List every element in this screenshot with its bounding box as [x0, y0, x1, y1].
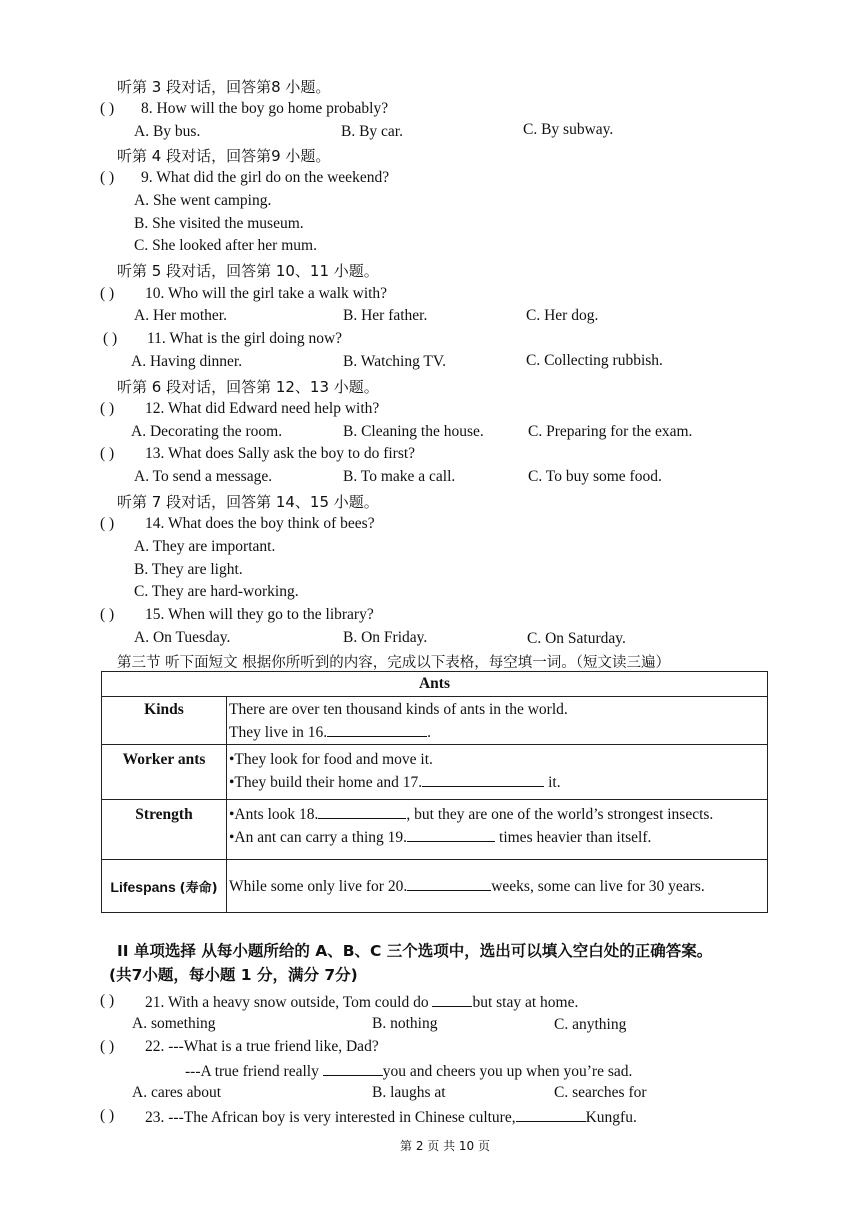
- q23-text-1: 23. ---The African boy is very interested in Chinese culture,: [145, 1109, 516, 1126]
- blank-20[interactable]: [407, 876, 491, 891]
- section-7-instruction: 听第 7 段对话，回答第 14、15 小题。: [117, 493, 379, 511]
- worker-end: it.: [548, 774, 561, 791]
- question-10-option-a: A. Her mother.: [134, 307, 227, 324]
- part-2-title: II 单项选择 从每小题所给的 A、B、C 三个选项中，选出可以填入空白处的正确答案。: [117, 942, 713, 960]
- question-10-option-b: B. Her father.: [343, 307, 428, 324]
- blank-18[interactable]: [318, 804, 406, 819]
- kinds-period: .: [427, 724, 432, 741]
- row-worker-content: [227, 745, 768, 800]
- question-21-option-b: B. nothing: [372, 1015, 438, 1032]
- q22-text-1: ---A true friend really: [185, 1063, 319, 1080]
- strength-text-3: •An ant can carry a thing 19.: [229, 829, 408, 846]
- strength-line-1: [229, 803, 767, 826]
- question-9-stem: 9. What did the girl do on the weekend?: [141, 169, 390, 186]
- answer-blank-12[interactable]: ( ): [100, 400, 115, 417]
- answer-blank-8[interactable]: ( ): [100, 100, 115, 117]
- question-21-stem: [145, 992, 578, 1012]
- question-12-option-c: C. Preparing for the exam.: [528, 423, 693, 440]
- answer-blank-11[interactable]: ( ): [103, 330, 118, 347]
- blank-17[interactable]: [422, 772, 544, 787]
- answer-blank-21[interactable]: ( ): [100, 992, 115, 1009]
- section-6-instruction: 听第 6 段对话，回答第 12、13 小题。: [117, 378, 379, 396]
- kinds-line-2: [229, 721, 767, 744]
- question-12-stem: 12. What did Edward need help with?: [145, 400, 380, 417]
- question-9-option-b: B. She visited the museum.: [134, 215, 304, 232]
- lifespans-text-2: weeks, some can live for 30 years.: [491, 877, 705, 895]
- question-15-option-b: B. On Friday.: [343, 629, 428, 646]
- row-strength-content: [227, 800, 768, 860]
- section-3-instruction: 听第 3 段对话，回答第8 小题。: [117, 78, 331, 96]
- row-kinds-content: [227, 697, 768, 745]
- strength-text-2: , but they are one of the world’s strongest insects.: [406, 806, 714, 823]
- row-label-kinds: Kinds: [102, 697, 227, 745]
- strength-text-4: times heavier than itself.: [499, 829, 652, 846]
- section-5-instruction: 听第 5 段对话，回答第 10、11 小题。: [117, 262, 379, 280]
- q21-text-1: 21. With a heavy snow outside, Tom could do: [145, 994, 429, 1011]
- lifespans-label: Lifespans: [110, 878, 176, 895]
- question-22-stem: 22. ---What is a true friend like, Dad?: [145, 1038, 379, 1055]
- question-14-stem: 14. What does the boy think of bees?: [145, 515, 375, 532]
- blank-23[interactable]: [516, 1107, 586, 1122]
- kinds-line-1: There are over ten thousand kinds of ants in the world.: [229, 701, 568, 718]
- row-label-strength: Strength: [102, 800, 227, 860]
- answer-blank-23[interactable]: ( ): [100, 1107, 115, 1124]
- worker-line-1: •They look for food and move it.: [229, 751, 433, 768]
- answer-blank-13[interactable]: ( ): [100, 445, 115, 462]
- question-11-stem: 11. What is the girl doing now?: [147, 330, 343, 347]
- question-8-option-a: A. By bus.: [134, 123, 201, 140]
- blank-21[interactable]: [432, 992, 472, 1007]
- question-15-option-a: A. On Tuesday.: [134, 629, 231, 646]
- strength-text-1: •Ants look 18.: [229, 806, 319, 823]
- part-2-subtitle: (共7小题，每小题 1 分，满分 7分): [109, 966, 358, 984]
- question-22-line-2: [185, 1061, 632, 1081]
- question-22-option-a: A. cares about: [132, 1084, 222, 1101]
- question-13-option-a: A. To send a message.: [134, 468, 273, 485]
- blank-22[interactable]: [323, 1061, 383, 1076]
- question-9-option-a: A. She went camping.: [134, 192, 272, 209]
- question-11-option-b: B. Watching TV.: [343, 353, 446, 370]
- question-22-option-b: B. laughs at: [372, 1084, 446, 1101]
- worker-text: •They build their home and 17.: [229, 774, 423, 791]
- question-9-option-c: C. She looked after her mum.: [134, 237, 317, 254]
- ants-table: [101, 671, 768, 913]
- question-12-option-b: B. Cleaning the house.: [343, 423, 484, 440]
- question-13-option-b: B. To make a call.: [343, 468, 456, 485]
- question-22-option-c: C. searches for: [554, 1084, 647, 1101]
- table-title: Ants: [102, 672, 768, 697]
- question-15-option-c: C. On Saturday.: [527, 630, 626, 647]
- kinds-text: They live in 16.: [229, 724, 328, 741]
- question-23-stem: [145, 1107, 637, 1127]
- question-21-option-c: C. anything: [554, 1016, 627, 1033]
- question-10-option-c: C. Her dog.: [526, 307, 599, 324]
- row-lifespans-content: [227, 860, 768, 913]
- q21-text-2: but stay at home.: [472, 994, 579, 1011]
- answer-blank-15[interactable]: ( ): [100, 606, 115, 623]
- q23-text-2: Kungfu.: [585, 1109, 637, 1126]
- worker-line-2: [229, 771, 767, 794]
- row-label-lifespans: [102, 860, 227, 913]
- question-13-stem: 13. What does Sally ask the boy to do first?: [145, 445, 416, 462]
- question-11-option-a: A. Having dinner.: [131, 353, 243, 370]
- lifespans-label-cn: (寿命): [179, 880, 218, 896]
- question-14-option-c: C. They are hard-working.: [134, 583, 299, 600]
- question-12-option-a: A. Decorating the room.: [131, 423, 283, 440]
- question-13-option-c: C. To buy some food.: [528, 468, 662, 485]
- answer-blank-10[interactable]: ( ): [100, 285, 115, 302]
- lifespans-text-1: While some only live for 20.: [229, 877, 408, 895]
- page-footer: 第 2 页 共 10 页: [400, 1139, 490, 1153]
- part-3-instruction: 第三节 听下面短文 根据你所听到的内容，完成以下表格，每空填一词。（短文读三遍）: [117, 655, 670, 671]
- question-8-option-b: B. By car.: [341, 123, 403, 140]
- blank-19[interactable]: [407, 827, 495, 842]
- answer-blank-14[interactable]: ( ): [100, 515, 115, 532]
- section-4-instruction: 听第 4 段对话，回答第9 小题。: [117, 147, 331, 165]
- row-label-worker-ants: Worker ants: [102, 745, 227, 800]
- question-8-option-c: C. By subway.: [523, 121, 614, 138]
- question-21-option-a: A. something: [132, 1015, 216, 1032]
- question-14-option-a: A. They are important.: [134, 538, 276, 555]
- strength-line-2: [229, 826, 767, 849]
- blank-16[interactable]: [327, 722, 427, 737]
- lifespans-line: [229, 875, 767, 898]
- answer-blank-22[interactable]: ( ): [100, 1038, 115, 1055]
- question-11-option-c: C. Collecting rubbish.: [526, 352, 663, 369]
- question-14-option-b: B. They are light.: [134, 561, 243, 578]
- question-8-stem: 8. How will the boy go home probably?: [141, 100, 389, 117]
- question-10-stem: 10. Who will the girl take a walk with?: [145, 285, 388, 302]
- q22-text-2: you and cheers you up when you’re sad.: [382, 1063, 633, 1080]
- answer-blank-9[interactable]: ( ): [100, 169, 115, 186]
- question-15-stem: 15. When will they go to the library?: [145, 606, 374, 623]
